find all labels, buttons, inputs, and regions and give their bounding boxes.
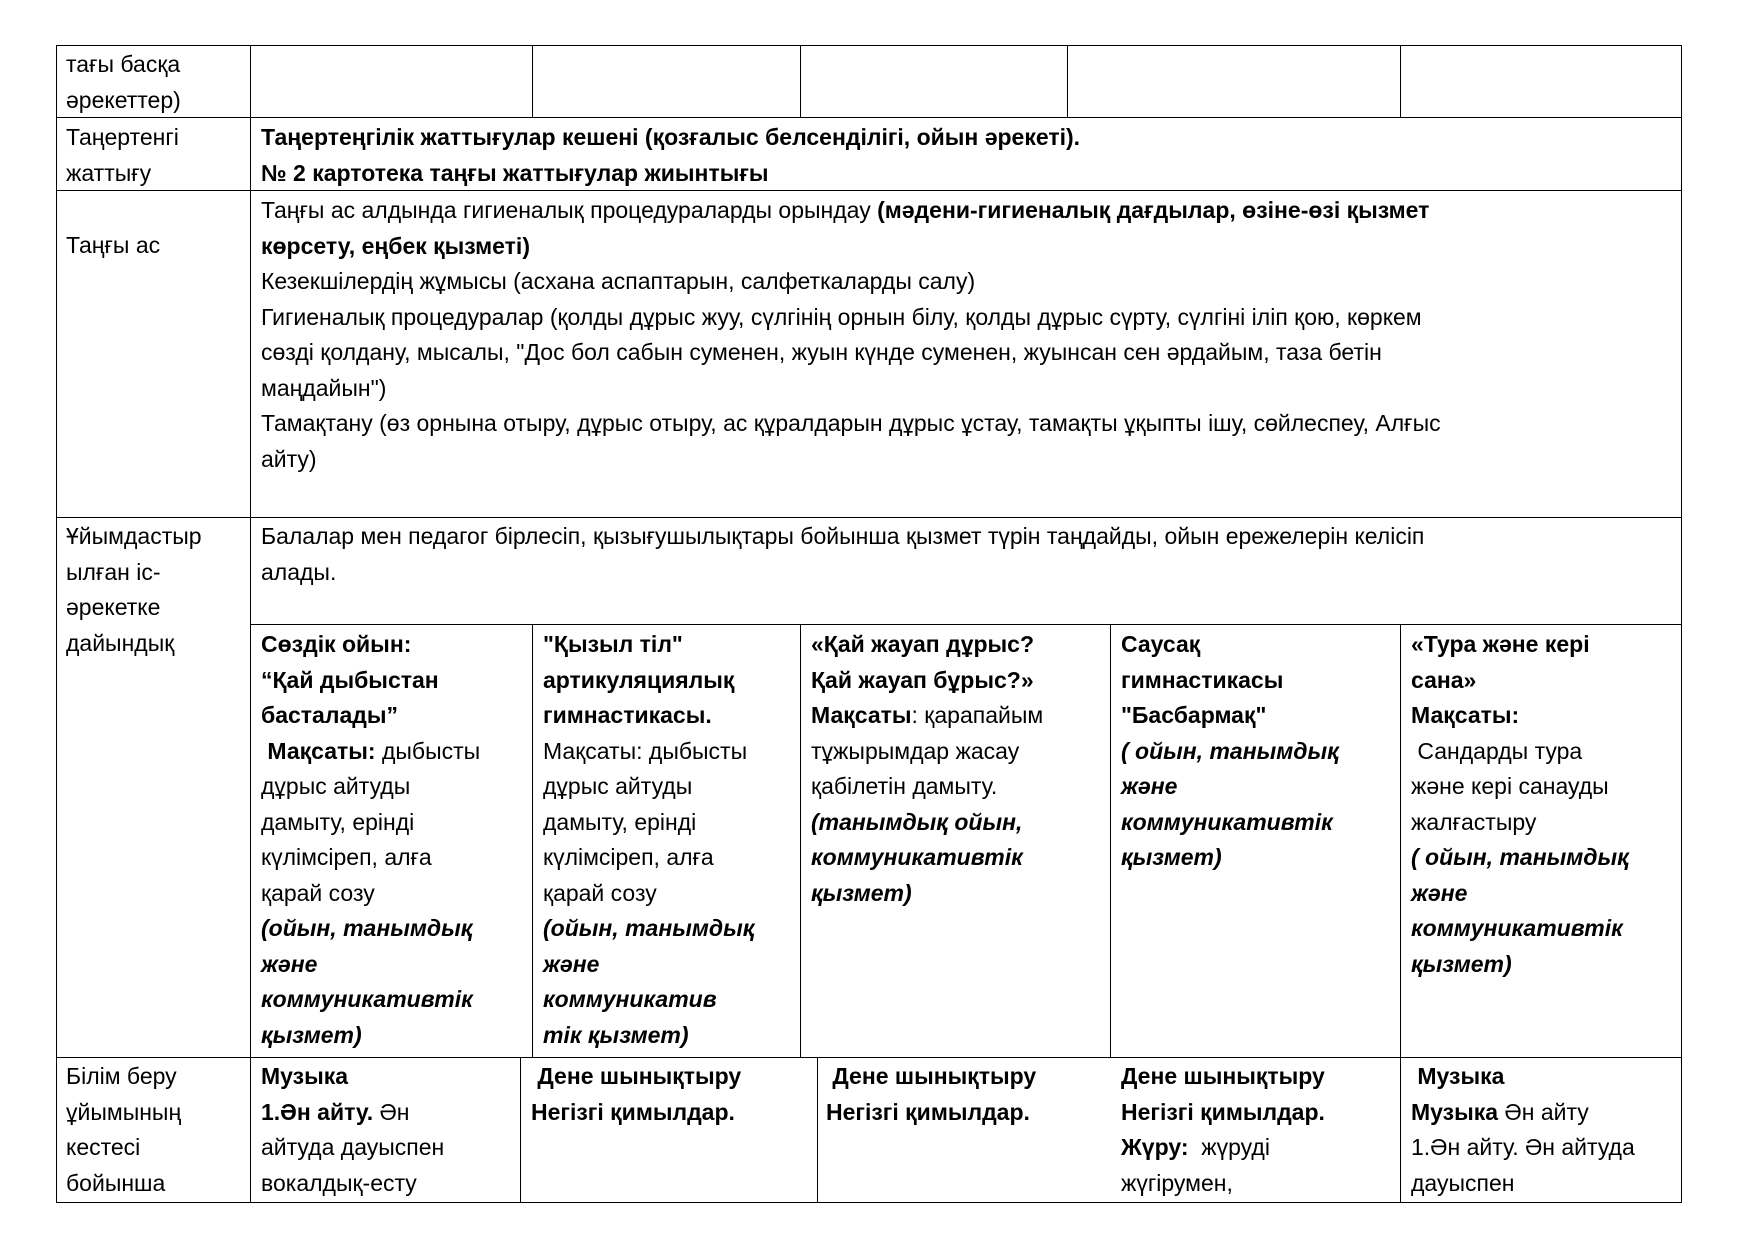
text-line: Қай жауап бұрыс?» [811, 666, 1034, 693]
text-span: Ән айту [1498, 1098, 1589, 1125]
text-line: вокалдық-есту [261, 1169, 417, 1196]
text-line: басталады” [261, 702, 398, 728]
text-line: “Қай дыбыстан [261, 666, 439, 693]
text-line: жалғастыру [1411, 808, 1537, 835]
text-line: Балалар мен педагог бірлесіп, қызығушылықтары бойынша қызмет түрін таңдайды, ойын ережелерін келісіп [261, 523, 1425, 549]
table-rule [1400, 45, 1401, 118]
text-line: коммуникатив [543, 986, 717, 1012]
text-line: (ойын, танымдық [543, 915, 755, 941]
text-line: сана» [1411, 666, 1477, 693]
table-rule [800, 45, 801, 118]
row-label: Таңғы ас [66, 232, 161, 258]
text-line [1411, 1095, 1635, 1131]
table-rule [56, 45, 57, 1203]
breakfast-content [261, 193, 1441, 477]
text-line: Мақсаты: [1411, 702, 1520, 728]
schedule-cell-4 [1121, 1059, 1325, 1201]
text-line: 1.Ән айту. Ән айтуда [1411, 1134, 1635, 1160]
label-line: Таңертенгі [66, 124, 179, 150]
row-label [66, 519, 202, 661]
morning-exercise-content [261, 120, 1080, 191]
text-line: қызмет) [811, 879, 912, 906]
text-span: 1.Ән айту. [261, 1098, 374, 1125]
schedule-cell-1 [261, 1059, 444, 1201]
text-line: «Тура және кері [1411, 631, 1590, 657]
text-line [1121, 1130, 1325, 1166]
table-rule [532, 624, 533, 1058]
table-rule [56, 117, 1682, 118]
text-line: дұрыс айтуды [543, 773, 693, 799]
text-line: Негізгі қимылдар. [531, 1098, 735, 1125]
text-line: дауыспен [1411, 1169, 1515, 1196]
text-line [261, 193, 1441, 229]
text-span: : қарапайым [911, 702, 1044, 728]
text-line: ( ойын, танымдық [1121, 737, 1339, 764]
text-line: Негізгі қимылдар. [826, 1098, 1030, 1125]
text-line: қарай созу [261, 879, 375, 906]
table-rule [520, 1057, 521, 1203]
text-line: тұжырымдар жасау [811, 737, 1020, 764]
text-line: коммуникативтік [1411, 915, 1623, 941]
row-label [66, 1059, 181, 1201]
activity-cell-5 [1411, 627, 1629, 982]
label-line: әрекеттер) [66, 86, 181, 113]
text-line [261, 1095, 444, 1131]
text-line: сөзді қолдану, мысалы, "Дос бол сабын суменен, жуын күнде суменен, жуынсан сен әрдайым, таза бетін [261, 339, 1382, 365]
table-rule [1110, 624, 1111, 1058]
schedule-cell-3 [826, 1059, 1036, 1130]
text-line: Дене шынықтыру [531, 1063, 742, 1089]
row-label [66, 47, 181, 118]
label-line: ылған іс- [66, 558, 161, 585]
text-line: қызмет) [1121, 844, 1222, 870]
label-line: ұйымының [66, 1098, 182, 1125]
text-span: Жүру: [1121, 1134, 1189, 1160]
text-line: Музыка [261, 1063, 349, 1089]
schedule-cell-2 [531, 1059, 741, 1130]
text-span: дыбысты [375, 737, 481, 764]
text-line: гимнастикасы [1121, 666, 1284, 693]
text-line: ( ойын, танымдық [1411, 844, 1629, 870]
label-line: бойынша [66, 1169, 166, 1196]
label-line: Ұйымдастыр [66, 523, 202, 549]
text-line: дамыту, ерінді [543, 808, 697, 835]
text-line: (танымдық ойын, [811, 808, 1023, 835]
text-line: Гигиеналық процедуралар (қолды дұрыс жуу, сүлгінің орнын білу, қолды дұрыс сүрту, сүлгіні іліп қою, көркем [261, 303, 1422, 330]
text-line: тік қызмет) [543, 1021, 689, 1048]
text-span: Мақсаты [811, 702, 912, 728]
label-line: кестесі [66, 1134, 141, 1160]
table-rule [250, 45, 251, 1203]
label-line: дайындық [66, 629, 175, 656]
text-span: Музыка [1411, 1098, 1499, 1125]
label-line: Білім беру [66, 1063, 177, 1089]
text-line: дұрыс айтуды [261, 773, 411, 799]
text-line: Дене шынықтыру [826, 1063, 1037, 1089]
table-rule [817, 1057, 818, 1203]
text-line: № 2 картотека таңғы жаттығулар жиынтығы [261, 159, 769, 186]
label-line: жаттығу [66, 159, 152, 186]
text-line: қызмет) [1411, 950, 1512, 977]
label-line: тағы басқа [66, 51, 181, 77]
text-line: Сөздік ойын: [261, 631, 412, 657]
table-rule [1067, 45, 1068, 118]
text-line: Дене шынықтыру [1121, 1063, 1325, 1089]
table-rule [250, 624, 1682, 625]
text-line: коммуникативтік [261, 986, 473, 1012]
table-rule [56, 517, 1682, 518]
row-label [66, 120, 179, 191]
table-rule [56, 1202, 1682, 1203]
text-line: "Басбармақ" [1121, 702, 1267, 728]
text-line: және [1411, 879, 1468, 906]
text-span: жүруді [1188, 1134, 1270, 1160]
text-line: Негізгі қимылдар. [1121, 1098, 1325, 1125]
activity-intro [261, 519, 1424, 590]
text-line: Мақсаты: дыбысты [543, 737, 748, 764]
text-line: күлімсіреп, алға [543, 844, 714, 870]
table-rule [532, 45, 533, 118]
text-line: Кезекшілердің жұмысы (асхана аспаптарын, салфеткаларды салу) [261, 268, 976, 294]
table-rule [56, 1057, 1682, 1058]
text-line: қызмет) [261, 1021, 362, 1048]
text-line: коммуникативтік [1121, 808, 1333, 835]
text-line: және кері санауды [1411, 773, 1609, 799]
text-line: Таңертеңгілік жаттығулар кешені (қозғалыс белсенділігі, ойын әрекеті). [261, 124, 1081, 150]
text-line: «Қай жауап дұрыс? [811, 631, 1035, 657]
label-line: әрекетке [66, 594, 161, 620]
table-rule [1400, 624, 1401, 1203]
text-span: (мәдени-гигиеналық дағдылар, өзіне-өзі қызмет [877, 197, 1430, 223]
activity-cell-2 [543, 627, 754, 1053]
text-line: және [1121, 773, 1178, 799]
text-line: коммуникативтік [811, 844, 1023, 870]
table-rule [1681, 45, 1682, 1203]
text-line: артикуляциялық [543, 666, 735, 693]
text-line: айту) [261, 445, 317, 472]
text-line: және [261, 950, 318, 977]
text-line [261, 734, 480, 770]
text-line [811, 698, 1043, 734]
text-line: "Қызыл тіл" [543, 631, 683, 657]
text-line: Тамақтану (өз орнына отыру, дұрыс отыру, ас құралдарын дұрыс ұстау, тамақты ұқыпты ішу, сөйлеспеу, Алғыс [261, 410, 1441, 436]
text-line: қарай созу [543, 879, 657, 906]
schedule-cell-5 [1411, 1059, 1635, 1201]
activity-cell-1 [261, 627, 480, 1053]
text-line: жүгірумен, [1121, 1169, 1233, 1196]
text-line: Сандарды тура [1411, 737, 1583, 764]
table-rule [800, 624, 801, 1058]
table-rule [56, 45, 1682, 46]
text-line: гимнастикасы. [543, 702, 712, 728]
text-line: алады. [261, 558, 337, 585]
activity-cell-4 [1121, 627, 1339, 876]
text-line: Музыка [1411, 1063, 1505, 1089]
text-span: Таңғы ас алдында гигиеналық процедураларды орындау [261, 197, 878, 223]
text-line: және [543, 950, 600, 977]
activity-cell-3 [811, 627, 1043, 911]
text-span: Ән [373, 1098, 410, 1125]
text-line: айтуда дауыспен [261, 1134, 445, 1160]
text-line: қабілетін дамыту. [811, 773, 998, 799]
text-span: Мақсаты: [261, 737, 376, 764]
text-line: Саусақ [1121, 631, 1201, 657]
text-line: күлімсіреп, алға [261, 844, 432, 870]
text-line: дамыту, ерінді [261, 808, 415, 835]
text-line: маңдайын") [261, 374, 387, 401]
text-line: (ойын, танымдық [261, 915, 473, 941]
text-line: көрсету, еңбек қызметі) [261, 232, 530, 259]
